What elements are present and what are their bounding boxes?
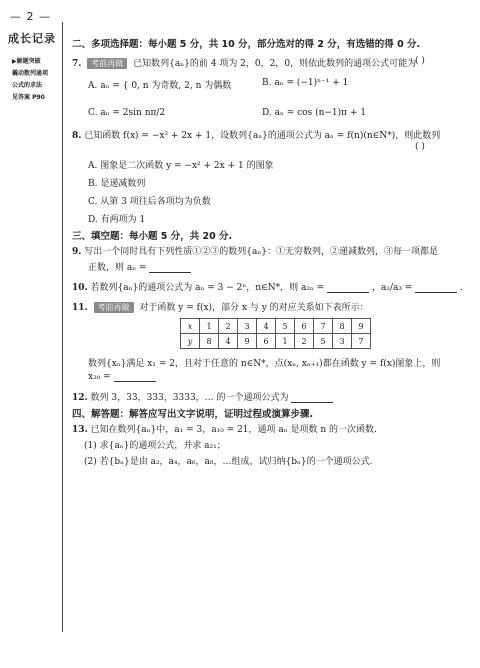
table-cell: 1	[200, 319, 219, 334]
table-cell: 6	[295, 319, 314, 334]
table-cell: 6	[257, 334, 276, 349]
question-7-tag: 考前再做	[87, 58, 127, 69]
question-8-number: 8.	[72, 131, 82, 141]
question-11-number: 11.	[72, 303, 88, 313]
table-cell: 8	[200, 334, 219, 349]
question-13-part-2: (2) 若{bₙ}是由 a₂，a₄，a₆，a₈，…组成，试归纳{bₙ}的一个通项公式.	[84, 457, 373, 467]
question-9-prompt: 正数，则 aₙ =	[88, 263, 147, 273]
question-7-option-b: B. aₙ = (−1)ⁿ⁻¹ + 1	[262, 78, 349, 88]
question-11	[72, 300, 369, 313]
question-13-number: 13.	[72, 425, 88, 435]
question-12-text: 数列 3，33，333，3333，… 的一个通项公式为	[90, 393, 289, 403]
question-8-answer-paren: ( )	[415, 142, 425, 152]
value-table-y-row	[181, 334, 371, 349]
sidebar-note-2: 撬动数列通项	[12, 70, 49, 77]
brand-logo-text: 成长记录	[8, 32, 56, 45]
table-cell: 1	[276, 334, 295, 349]
sidebar-note-3: 公式的求法	[12, 82, 43, 89]
table-cell: 5	[314, 334, 333, 349]
question-10-blank-1	[327, 283, 369, 293]
sidebar-note-1: ▶解题突破	[12, 58, 41, 65]
table-cell: 2	[219, 319, 238, 334]
question-13	[72, 422, 377, 435]
question-7-option-c: C. aₙ = 2sin nπ/2	[88, 108, 166, 118]
question-12-number: 12.	[72, 393, 88, 403]
table-cell: 4	[257, 319, 276, 334]
value-table	[180, 318, 371, 349]
question-13-part-1: (1) 求{aₙ}的通项公式，并求 a₂₁；	[84, 441, 226, 451]
question-8-text: 已知函数 f(x) = −x² + 2x + 1，设数列{aₙ}的通项公式为 aₙ = f(n)(n∈N*)，则此数列	[84, 131, 441, 141]
page-number: — 2 —	[10, 10, 51, 23]
question-9-number: 9.	[72, 247, 82, 257]
question-12	[72, 390, 333, 403]
question-9-answer-blank	[149, 263, 191, 273]
question-7	[72, 56, 416, 69]
question-8	[72, 128, 440, 141]
section-4-title: 四、解答题：解答应写出文字说明，证明过程或演算步骤.	[72, 409, 314, 420]
question-11-line-2: 数列{xₙ}满足 x₁ = 2，且对于任意的 n∈N*，点(xₙ, xₙ₊₁)都在函数 y = f(x)图象上，则	[88, 359, 441, 369]
question-8-option-b: B. 是递减数列	[88, 179, 146, 189]
question-11-answer-blank	[114, 372, 156, 382]
table-cell: 8	[333, 319, 352, 334]
question-7-option-d: D. aₙ = cos (n−1)π + 1	[262, 108, 367, 118]
question-11-text: 对于函数 y = f(x)，部分 x 与 y 的对应关系如下表所示：	[139, 303, 369, 313]
question-9-text: 写出一个同时具有下列性质①②③的数列{aₙ}：①无穷数列，②递减数列，③每一项都是	[84, 247, 438, 257]
value-table-x-row	[181, 319, 371, 334]
question-10	[72, 280, 463, 293]
question-10-end: .	[460, 283, 463, 293]
section-2-title: 二、多项选择题：每小题 5 分，共 10 分，部分选对的得 2 分，有选错的得 0 分.	[72, 39, 421, 50]
table-cell: 9	[352, 319, 371, 334]
section-3-title: 三、填空题：每小题 5 分，共 20 分.	[72, 231, 233, 242]
table-cell: 5	[276, 319, 295, 334]
question-11-prompt: x₂₀ =	[88, 372, 111, 382]
question-10-mid: ，a₂/a₃ =	[371, 283, 413, 293]
question-7-option-a: A. aₙ = { 0, n 为奇数, 2, n 为偶数	[88, 81, 232, 91]
question-9-line-2	[88, 260, 191, 273]
table-cell: 3	[238, 319, 257, 334]
table-header-y: y	[181, 334, 200, 349]
table-cell: 7	[314, 319, 333, 334]
question-11-line-3	[88, 372, 156, 382]
question-7-answer-paren: ( )	[415, 56, 425, 66]
question-11-tag: 考前再做	[94, 302, 134, 313]
question-7-text: 已知数列{aₙ}的前 4 项为 2，0，2，0，则依此数列的通项公式可能为	[133, 59, 417, 69]
question-10-number: 10.	[72, 283, 88, 293]
question-10-text: 若数列{aₙ}的通项公式为 aₙ = 3 − 2ⁿ，n∈N*，则 a₂ₙ =	[90, 283, 325, 293]
margin-divider-line	[62, 22, 63, 632]
question-12-answer-blank	[291, 393, 333, 403]
question-8-option-c: C. 从第 3 项往后各项均为负数	[88, 197, 211, 207]
table-cell: 4	[219, 334, 238, 349]
question-9-line-1	[72, 244, 438, 257]
question-7-number: 7.	[72, 59, 82, 69]
question-8-option-a: A. 图象是二次函数 y = −x² + 2x + 1 的图象	[88, 161, 274, 171]
table-cell: 2	[295, 334, 314, 349]
sidebar-note-4: 见答案 P90	[12, 94, 45, 101]
table-cell: 3	[333, 334, 352, 349]
question-13-text: 已知在数列{aₙ}中，a₁ = 3，a₁₀ = 21，通项 aₙ 是项数 n 的一次函数.	[90, 425, 377, 435]
table-cell: 7	[352, 334, 371, 349]
question-10-blank-2	[415, 283, 457, 293]
table-cell: 9	[238, 334, 257, 349]
table-header-x: x	[181, 319, 200, 334]
question-8-option-d: D. 有两项为 1	[88, 215, 146, 225]
